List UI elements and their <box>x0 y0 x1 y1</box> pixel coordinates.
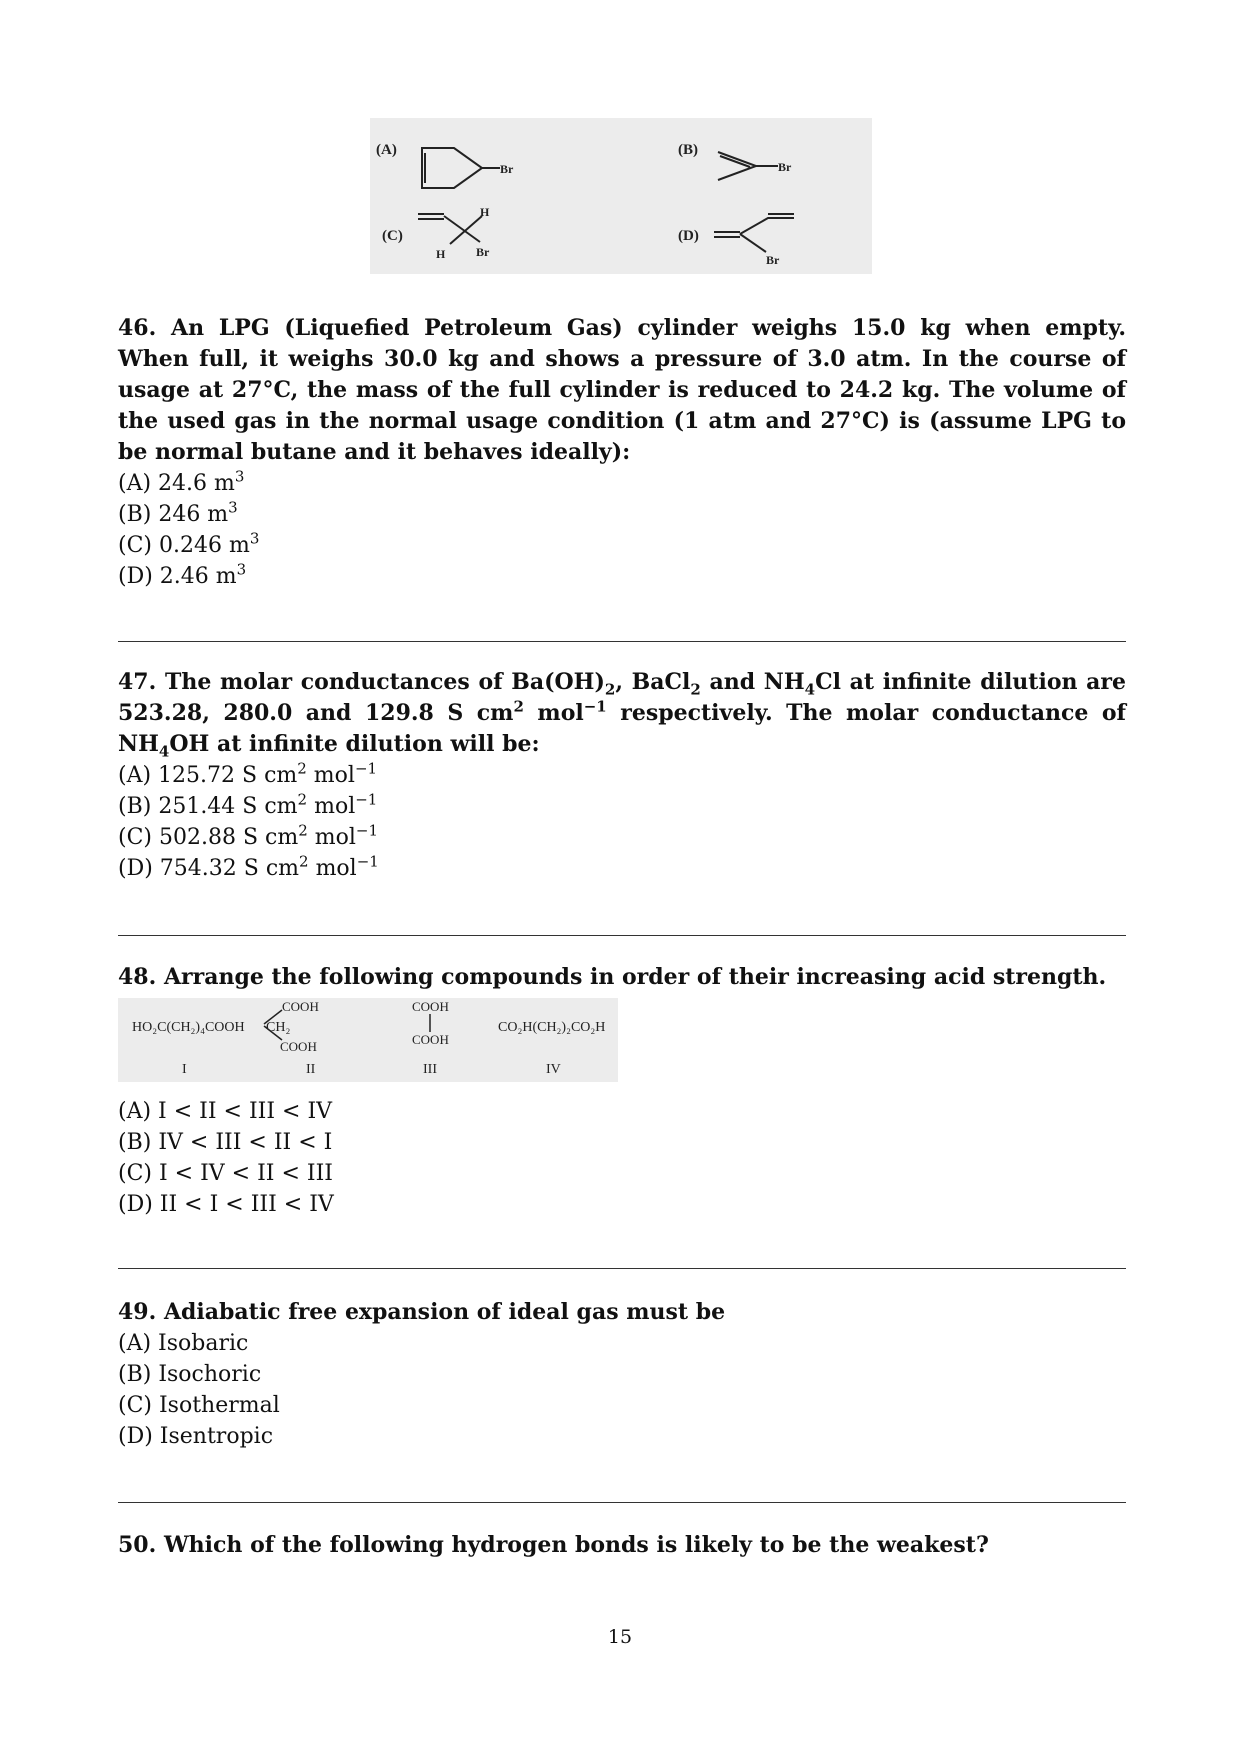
text-segment: (A) I < II < III < IV <box>118 1099 333 1124</box>
answer-option <box>118 1189 1126 1220</box>
question-47-stem <box>118 667 1126 760</box>
text-segment: 2 <box>297 790 308 809</box>
text-segment: An LPG (Liquefied Petroleum Gas) cylinder weighs 15.0 kg when empty. When full, it weighs 30.0 kg and shows a pressure of 3.0 atm. In the course of usage at 27°C, the mass of the full cylinder is reduced to 24.2 kg. The volume of the used gas in the normal usage condition (1 atm and 27°C) is (assume LPG to be normal butane and it behaves ideally): <box>118 315 1126 465</box>
compound-ii-cooh-bottom: COOH <box>280 1039 317 1054</box>
text-segment: −1 <box>356 852 379 871</box>
label-d: (D) <box>678 228 699 244</box>
text-segment: 3 <box>234 467 245 486</box>
page-number: 15 <box>607 1626 633 1648</box>
acids-svg <box>118 998 618 1082</box>
divider <box>118 1502 1126 1503</box>
answer-option <box>118 1390 1126 1421</box>
options-list <box>118 468 1126 592</box>
question-48-options <box>118 1096 1126 1220</box>
text-segment: , BaCl <box>615 669 691 695</box>
question-text <box>164 1532 989 1558</box>
question-number: 46. <box>118 315 157 341</box>
structures-svg <box>370 118 872 274</box>
answer-option <box>118 1158 1126 1189</box>
compound-iii-cooh-bottom: COOH <box>412 1032 449 1047</box>
text-segment: Which of the following hydrogen bonds is likely to be the weakest? <box>163 1532 989 1558</box>
label-iii: III <box>423 1062 437 1077</box>
options-list <box>118 1096 1126 1220</box>
text-segment: 3 <box>236 560 247 579</box>
text-segment: (B) Isochoric <box>118 1362 262 1387</box>
text-segment: (B) 251.44 S cm <box>118 794 298 819</box>
ring-a <box>422 148 482 188</box>
chain-b <box>718 152 756 180</box>
answer-option <box>118 1328 1126 1359</box>
text-segment: mol <box>307 794 356 819</box>
text-segment: 2 <box>299 852 309 871</box>
divider <box>118 641 1126 642</box>
answer-option <box>118 1359 1126 1390</box>
question-number: 50. <box>118 1532 157 1558</box>
compound-ii-ch2: CH₂ <box>266 1020 291 1035</box>
question-50 <box>118 1530 1126 1561</box>
structures-figure-top <box>370 118 872 274</box>
text-segment: (D) 754.32 S cm <box>118 856 300 881</box>
acids-figure <box>118 998 618 1082</box>
question-47 <box>118 667 1126 884</box>
text-segment: (A) 24.6 m <box>118 471 235 496</box>
question-48 <box>118 962 1126 993</box>
answer-option <box>118 468 1126 499</box>
text-segment: Adiabatic free expansion of ideal gas must be <box>163 1299 726 1325</box>
text-segment: and NH <box>700 669 805 695</box>
chain-d-top <box>740 218 794 234</box>
text-segment: −1 <box>583 697 607 716</box>
answer-option <box>118 853 1126 884</box>
question-number: 49. <box>118 1299 157 1325</box>
text-segment: (B) 246 m <box>118 502 229 527</box>
answer-option <box>118 822 1126 853</box>
question-49-stem <box>118 1297 1126 1328</box>
bond-c-main <box>444 216 480 242</box>
question-49 <box>118 1297 1126 1452</box>
text-segment: mol <box>523 700 584 726</box>
label-ii: II <box>306 1062 316 1077</box>
question-text <box>164 964 1106 990</box>
text-segment: 2 <box>298 821 308 840</box>
text-segment: The molar conductances of Ba(OH) <box>164 669 605 695</box>
text-segment: −1 <box>355 821 379 840</box>
text-segment: mol <box>307 825 356 850</box>
label-b: (B) <box>678 142 698 158</box>
question-text <box>118 669 1126 761</box>
text-segment: 2 <box>690 680 701 699</box>
question-46-stem <box>118 313 1126 468</box>
text-segment: 2 <box>604 680 616 699</box>
text-segment: (C) Isothermal <box>118 1393 280 1418</box>
atom-br-a: Br <box>500 162 514 176</box>
answer-option <box>118 561 1126 592</box>
text-segment: (C) I < IV < II < III <box>118 1161 333 1186</box>
text-segment: 2 <box>297 759 307 778</box>
text-segment: (A) 125.72 S cm <box>118 763 298 788</box>
atom-h-c2: H <box>436 247 446 261</box>
text-segment: mol <box>306 763 355 788</box>
answer-option <box>118 1096 1126 1127</box>
text-segment: mol <box>308 856 357 881</box>
text-segment: respectively. The molar conductance of NH <box>118 700 1126 757</box>
question-number: 47. <box>118 669 157 695</box>
text-segment: Arrange the following compounds in order of their increasing acid strength. <box>163 964 1107 990</box>
text-segment: 4 <box>158 742 170 761</box>
text-segment: (D) Isentropic <box>118 1424 274 1449</box>
answer-option <box>118 1421 1126 1452</box>
atom-br-b: Br <box>778 160 792 174</box>
text-segment: −1 <box>354 759 378 778</box>
options-list <box>118 760 1126 884</box>
text-segment: (D) II < I < III < IV <box>118 1192 334 1217</box>
answer-option <box>118 530 1126 561</box>
label-a: (A) <box>376 142 397 158</box>
question-text <box>118 315 1126 465</box>
label-i: I <box>182 1062 187 1077</box>
question-50-stem <box>118 1530 1126 1561</box>
label-c: (C) <box>382 228 403 244</box>
atom-h-c1: H <box>480 205 490 219</box>
text-segment: 3 <box>228 498 238 517</box>
compound-ii-cooh-top: COOH <box>282 999 319 1014</box>
answer-option <box>118 499 1126 530</box>
compound-iii-cooh-top: COOH <box>412 999 449 1014</box>
text-segment: 4 <box>804 680 816 699</box>
divider <box>118 935 1126 936</box>
question-number: 48. <box>118 964 157 990</box>
atom-br-c: Br <box>476 245 490 259</box>
compound-iv: CO₂H(CH₂)₂CO₂H <box>498 1020 606 1035</box>
text-segment: (A) Isobaric <box>118 1331 249 1356</box>
text-segment: 3 <box>249 529 260 548</box>
divider <box>118 1268 1126 1269</box>
atom-br-d: Br <box>766 253 780 267</box>
answer-option <box>118 1127 1126 1158</box>
question-text <box>164 1299 725 1325</box>
text-segment: (B) IV < III < II < I <box>118 1130 333 1155</box>
question-48-stem <box>118 962 1126 993</box>
text-segment: (C) 502.88 S cm <box>118 825 299 850</box>
text-segment: Cl at infinite dilution are 523.28, 280.0 and 129.8 S cm <box>118 669 1126 726</box>
text-segment: 2 <box>513 697 524 716</box>
options-list <box>118 1328 1126 1452</box>
text-segment: (D) 2.46 m <box>118 564 237 589</box>
compound-i: HO₂C(CH₂)₄COOH <box>132 1020 245 1035</box>
bond-br-d <box>740 234 766 252</box>
answer-option <box>118 791 1126 822</box>
text-segment: −1 <box>355 790 378 809</box>
answer-option <box>118 760 1126 791</box>
question-46 <box>118 313 1126 592</box>
text-segment: OH at infinite dilution will be: <box>169 731 540 757</box>
label-iv: IV <box>546 1062 561 1077</box>
text-segment: (C) 0.246 m <box>118 533 250 558</box>
